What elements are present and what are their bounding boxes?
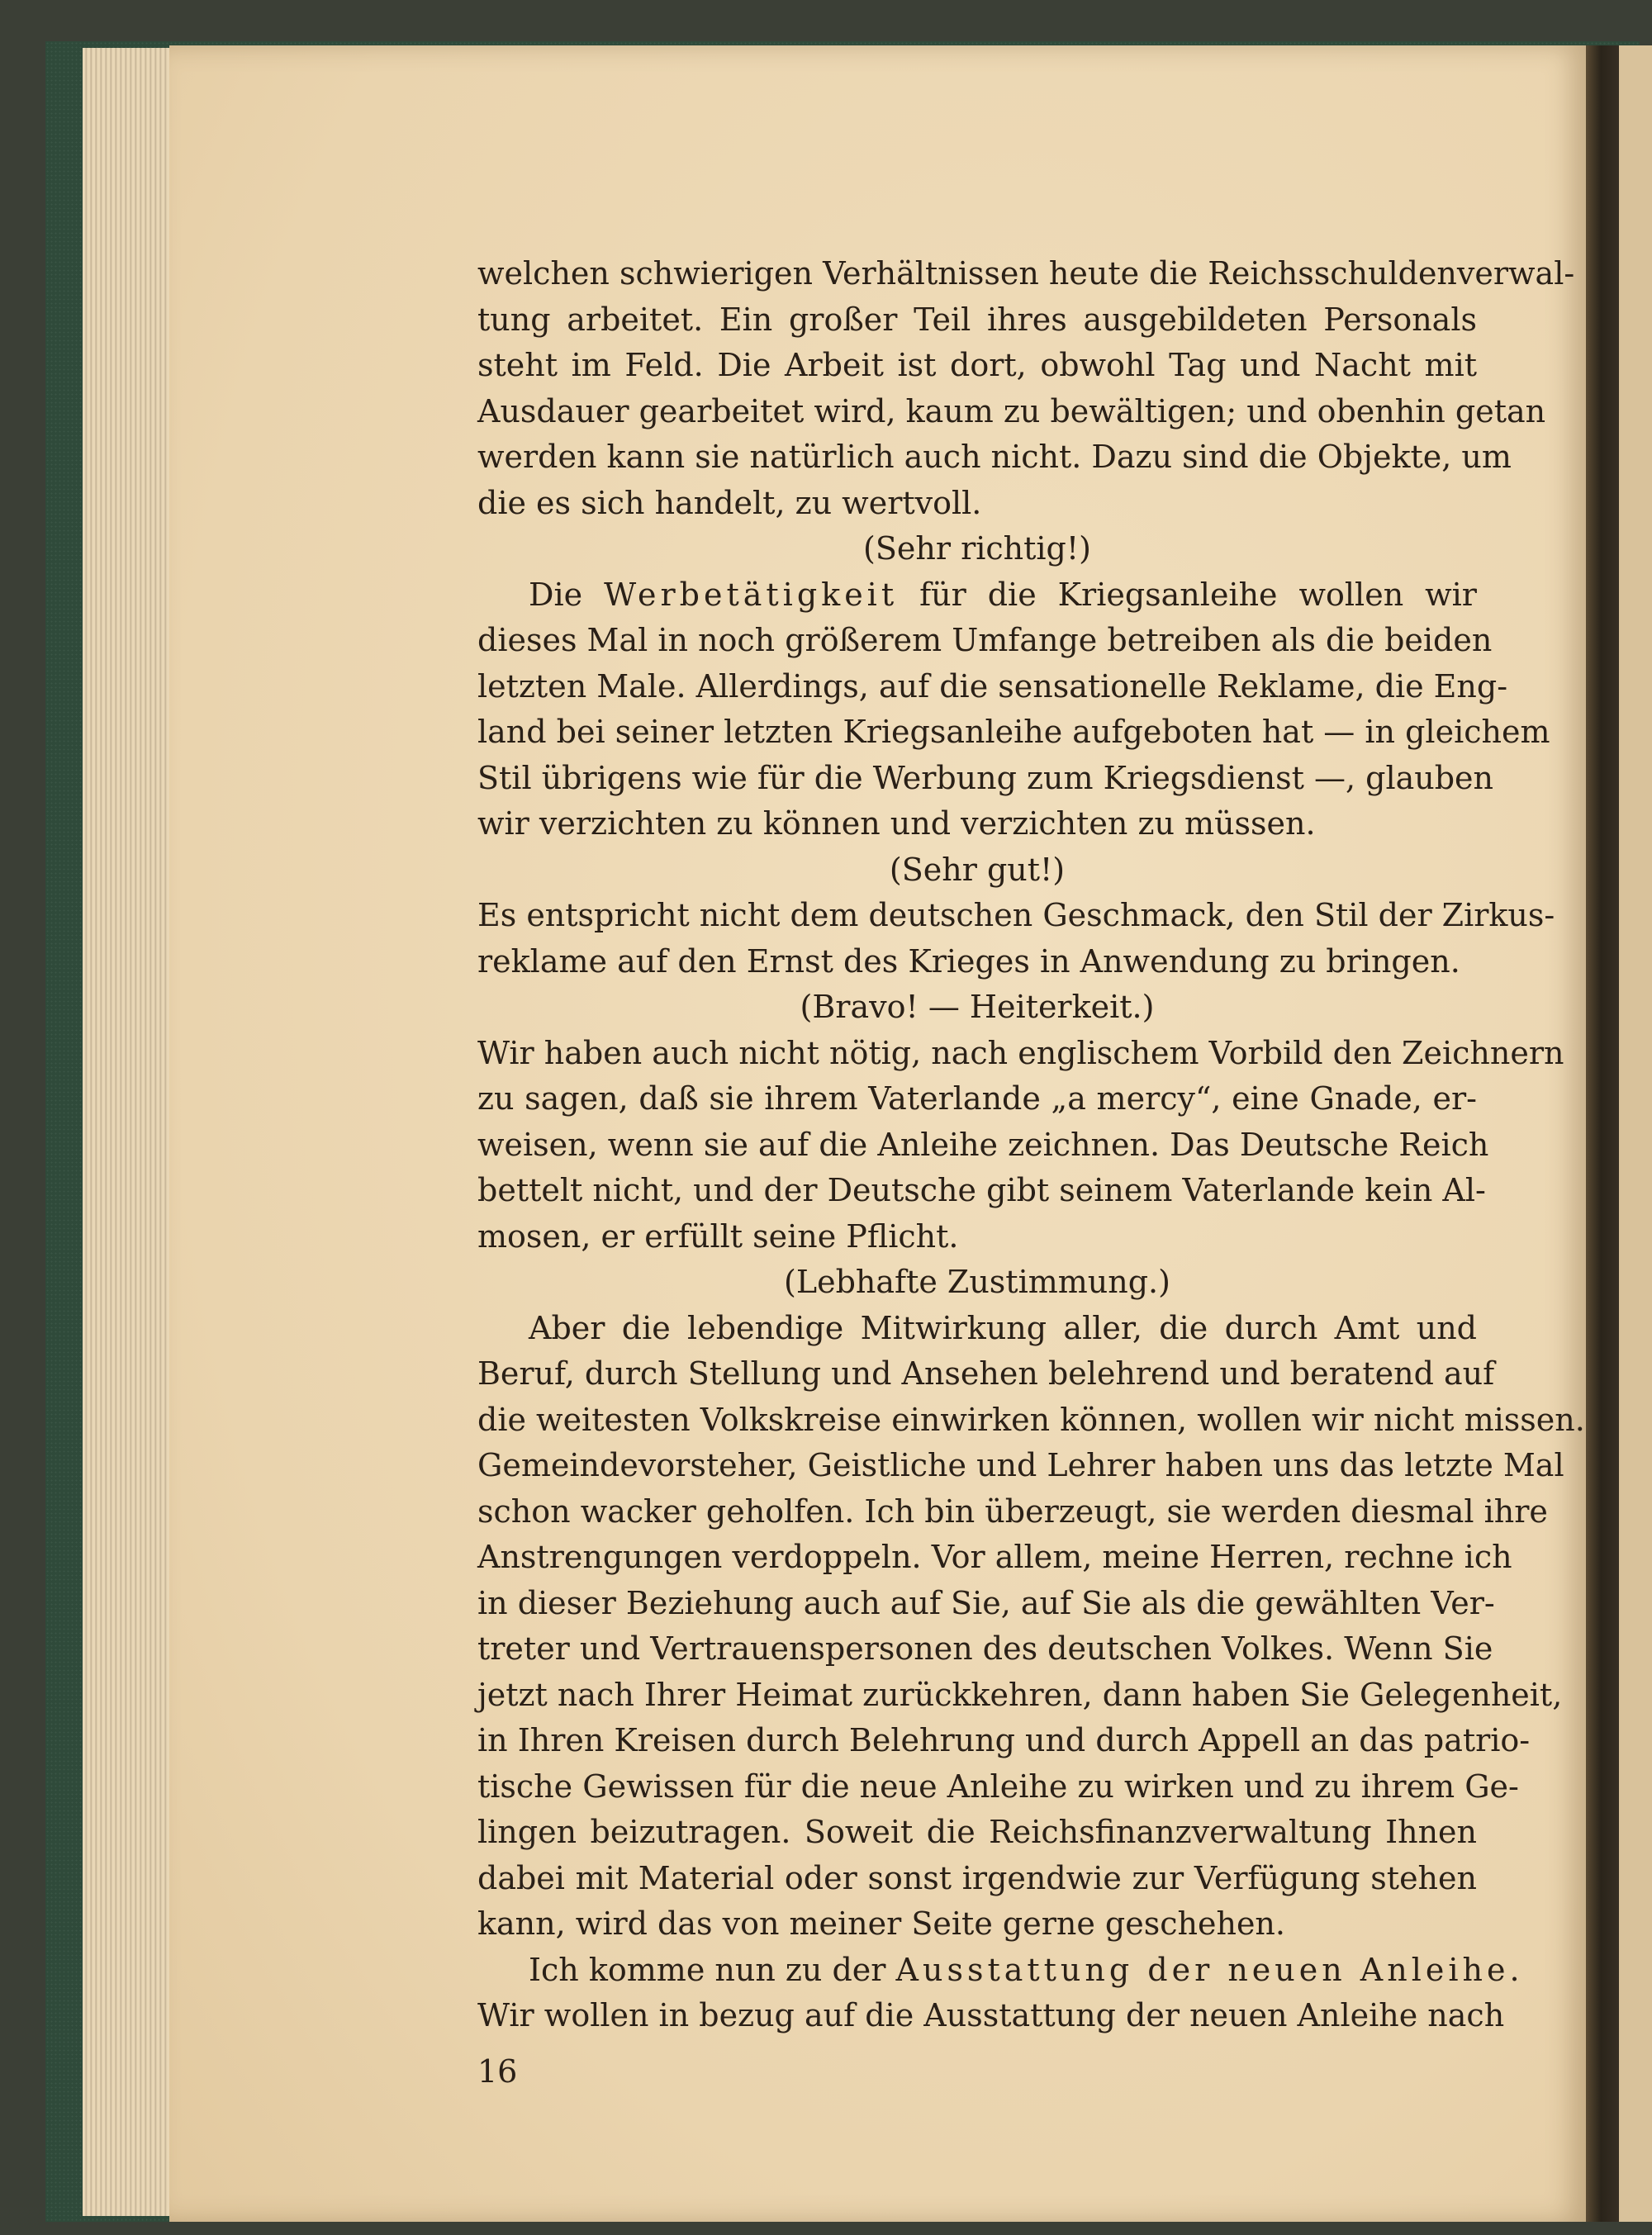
page-edges — [83, 48, 182, 2216]
text-line: die es sich handelt, zu wertvoll. — [477, 484, 982, 521]
interjection: (Sehr gut!) — [889, 851, 1066, 888]
text-segment: für die Kriegsanleihe wollen wir — [919, 576, 1477, 613]
text-line: Aber die lebendige Mitwirkung aller, die durch Amt und — [529, 1309, 1477, 1346]
text-line: kann, wird das von meiner Seite gerne geschehen. — [477, 1905, 1285, 1942]
text-segment: Die — [529, 576, 583, 613]
text-line: mosen, er erfüllt seine Pflicht. — [477, 1217, 959, 1255]
text-line: dabei mit Material oder sonst irgendwie zur Verfügung stehen — [477, 1859, 1477, 1896]
text-line — [477, 572, 1477, 619]
text-line: zu sagen, daß sie ihrem Vaterlande „a mercy“, eine Gnade, er- — [477, 1080, 1477, 1117]
text-line: Anstrengungen verdoppeln. Vor allem, meine Herren, rechne ich — [477, 1539, 1512, 1575]
interjection: (Bravo! — Heiterkeit.) — [800, 989, 1155, 1025]
text-segment: Ich komme nun zu der — [529, 1951, 886, 1988]
page-text — [477, 251, 1585, 2100]
text-line: letzten Male. Allerdings, auf die sensationelle Reklame, die Eng- — [477, 667, 1508, 705]
interjection: (Sehr richtig!) — [863, 530, 1091, 567]
text-line: dieses Mal in noch größerem Umfange betreiben als die beiden — [477, 622, 1493, 658]
text-line: Ausdauer gearbeitet wird, kaum zu bewältigen; und obenhin getan — [477, 392, 1546, 429]
text-line: bettelt nicht, und der Deutsche gibt seinem Vaterlande kein Al- — [477, 1172, 1486, 1208]
text-line: treter und Vertrauenspersonen des deutschen Volkes. Wenn Sie — [477, 1630, 1493, 1667]
text-line: tische Gewissen für die neue Anleihe zu wirken und zu ihrem Ge- — [477, 1768, 1519, 1805]
emphasized-term: Ausstattung der neuen Anleihe. — [895, 1951, 1524, 1988]
facing-page-edge — [1619, 45, 1652, 2222]
emphasized-term: Werbetätigkeit — [604, 576, 899, 613]
text-line: Stil übrigens wie für die Werbung zum Kriegsdienst —, glauben — [477, 759, 1494, 796]
interjection: (Lebhafte Zustimmung.) — [784, 1264, 1170, 1300]
text-line: Beruf, durch Stellung und Ansehen belehrend und beratend auf — [477, 1355, 1495, 1392]
book-gutter — [1586, 45, 1623, 2222]
text-line: in dieser Beziehung auch auf Sie, auf Sie als die gewählten Ver- — [477, 1584, 1495, 1621]
text-line: werden kann sie natürlich auch nicht. Dazu sind die Objekte, um — [477, 439, 1512, 475]
text-line: jetzt nach Ihrer Heimat zurückkehren, dann haben Sie Gelegenheit, — [477, 1676, 1563, 1713]
text-line — [477, 1948, 1524, 1994]
page-number: 16 — [477, 2052, 518, 2090]
text-line: in Ihren Kreisen durch Belehrung und durch Appell an das patrio- — [477, 1722, 1531, 1758]
text-line: Es entspricht nicht dem deutschen Geschmack, den Stil der Zirkus- — [477, 897, 1555, 933]
text-line: reklame auf den Ernst des Krieges in Anwendung zu bringen. — [477, 942, 1460, 980]
text-line: Wir wollen in bezug auf die Ausstattung der neuen Anleihe nach — [477, 1997, 1505, 2033]
text-line: die weitesten Volkskreise einwirken können, wollen wir nicht missen. — [477, 1401, 1585, 1438]
text-line: lingen beizutragen. Soweit die Reichsfinanzverwaltung Ihnen — [477, 1814, 1477, 1850]
text-line: Wir haben auch nicht nötig, nach englischem Vorbild den Zeichnern — [477, 1034, 1564, 1071]
text-line: land bei seiner letzten Kriegsanleihe aufgeboten hat — in gleichem — [477, 714, 1550, 750]
text-line: wir verzichten zu können und verzichten zu müssen. — [477, 805, 1316, 842]
text-line: welchen schwierigen Verhältnissen heute die Reichsschuldenverwal- — [477, 255, 1575, 292]
text-line: weisen, wenn sie auf die Anleihe zeichnen. Das Deutsche Reich — [477, 1126, 1489, 1163]
text-line: schon wacker geholfen. Ich bin überzeugt, sie werden diesmal ihre — [477, 1492, 1548, 1530]
text-line: Gemeindevorsteher, Geistliche und Lehrer haben uns das letzte Mal — [477, 1447, 1564, 1483]
text-line: tung arbeitet. Ein großer Teil ihres ausgebildeten Personals — [477, 301, 1477, 338]
text-line: steht im Feld. Die Arbeit ist dort, obwohl Tag und Nacht mit — [477, 347, 1477, 383]
